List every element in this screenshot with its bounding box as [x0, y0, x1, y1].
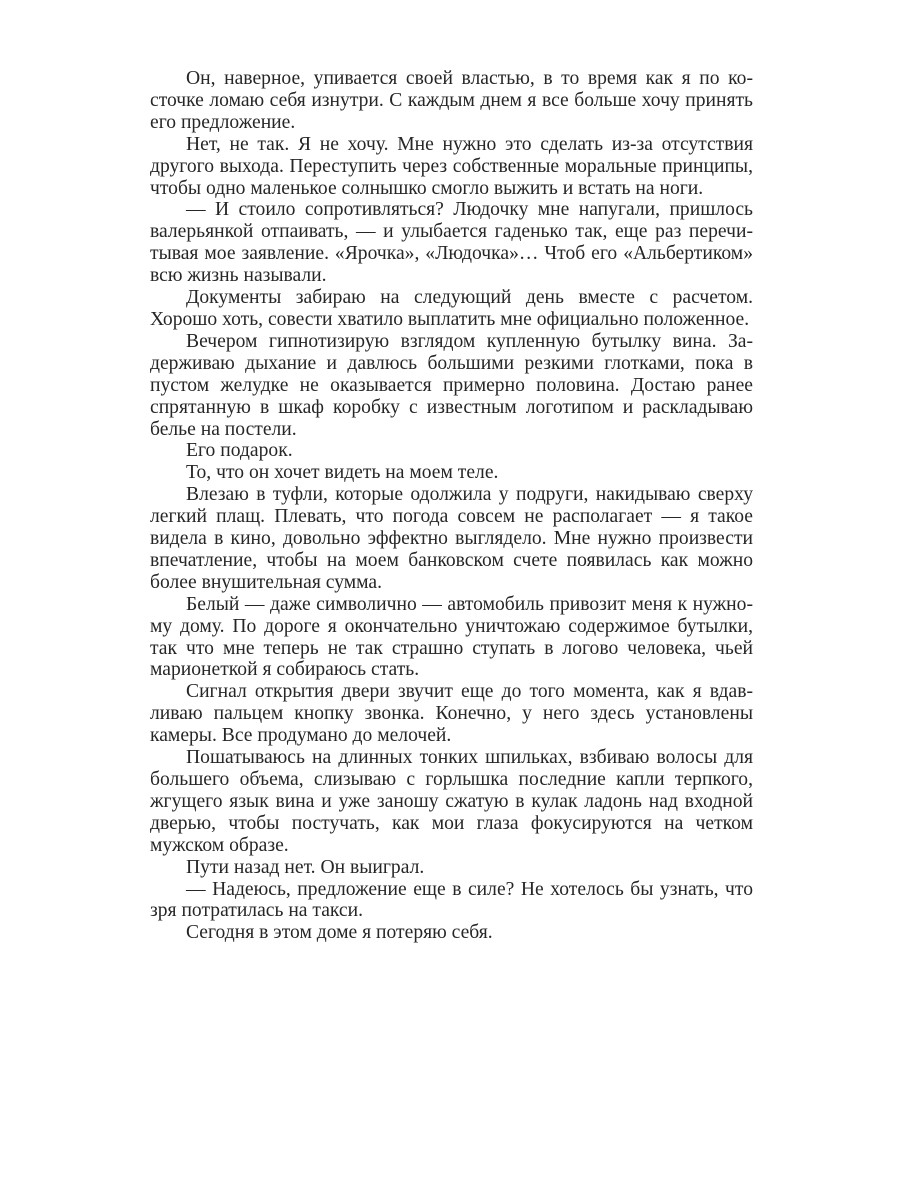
paragraph: Пути назад нет. Он выиграл.	[186, 856, 425, 878]
paragraph: Влезаю в туфли, которые одолжила у подруги, накидываю сверху легкий плащ. Плевать, что погода совсем не располагает — я такое видела в кино, довольно эффектно выглядело. Мне нужно произвести впечатление, чтобы на моем банковском счете появилась как можно более внушительная сумма.	[150, 484, 753, 593]
paragraph: Белый — даже символично — автомобиль привозит меня к нужному дому. По дороге я окончательно уничтожаю содержимое бутылки, так что мне теперь не так страшно ступать в логово человека, чьей марионеткой я собираюсь стать.	[150, 593, 753, 681]
paragraph: Документы забираю на следующий день вместе с расчетом. Хорошо хоть, совести хватило выплатить мне официально положенное.	[150, 287, 753, 330]
paragraph: Его подарок.	[186, 440, 293, 462]
paragraph: Сигнал открытия двери звучит еще до того момента, как я вдавливаю пальцем кнопку звонка. Конечно, у него здесь установлены камеры. Все продумано до мелочей.	[150, 681, 753, 747]
text-block	[150, 68, 753, 944]
paragraph: — Надеюсь, предложение еще в силе? Не хотелось бы узнать, что зря потратилась на такси.	[150, 878, 753, 922]
paragraph: Пошатываюсь на длинных тонких шпильках, взбиваю волосы для большего объема, слизываю с горлышка последние капли терпкого, жгущего язык вина и уже заношу сжатую в кулак ладонь над входной дверью, чтобы постучать, как мои глаза фокусируются на четком мужском образе.	[150, 747, 753, 856]
paragraph: Сегодня в этом доме я потеряю себя.	[186, 922, 493, 944]
paragraph: То, что он хочет видеть на моем теле.	[186, 462, 499, 484]
paragraph: — И стоило сопротивляться? Людочку мне напугали, пришлось валерьянкой отпаивать, — и улыбается гаденько так, еще раз перечитывая мое заявление. «Ярочка», «Людочка»… Чтоб его «Альбертиком» всю жизнь называли.	[150, 199, 753, 287]
paragraph: Вечером гипнотизирую взглядом купленную бутылку вина. Задерживаю дыхание и давлюсь большими резкими глотками, пока в пустом желудке не оказывается примерно половина. Достаю ранее спрятанную в шкаф коробку с известным логотипом и раскладываю белье на постели.	[150, 330, 753, 440]
paragraph: Нет, не так. Я не хочу. Мне нужно это сделать из-за отсутствия другого выхода. Переступить через собственные моральные принципы, чтобы одно маленькое солнышко смогло выжить и встать на ноги.	[150, 133, 753, 199]
paragraph: Он, наверное, упивается своей властью, в то время как я по косточке ломаю себя изнутри. С каждым днем я все больше хочу принять его предложение.	[150, 68, 753, 133]
